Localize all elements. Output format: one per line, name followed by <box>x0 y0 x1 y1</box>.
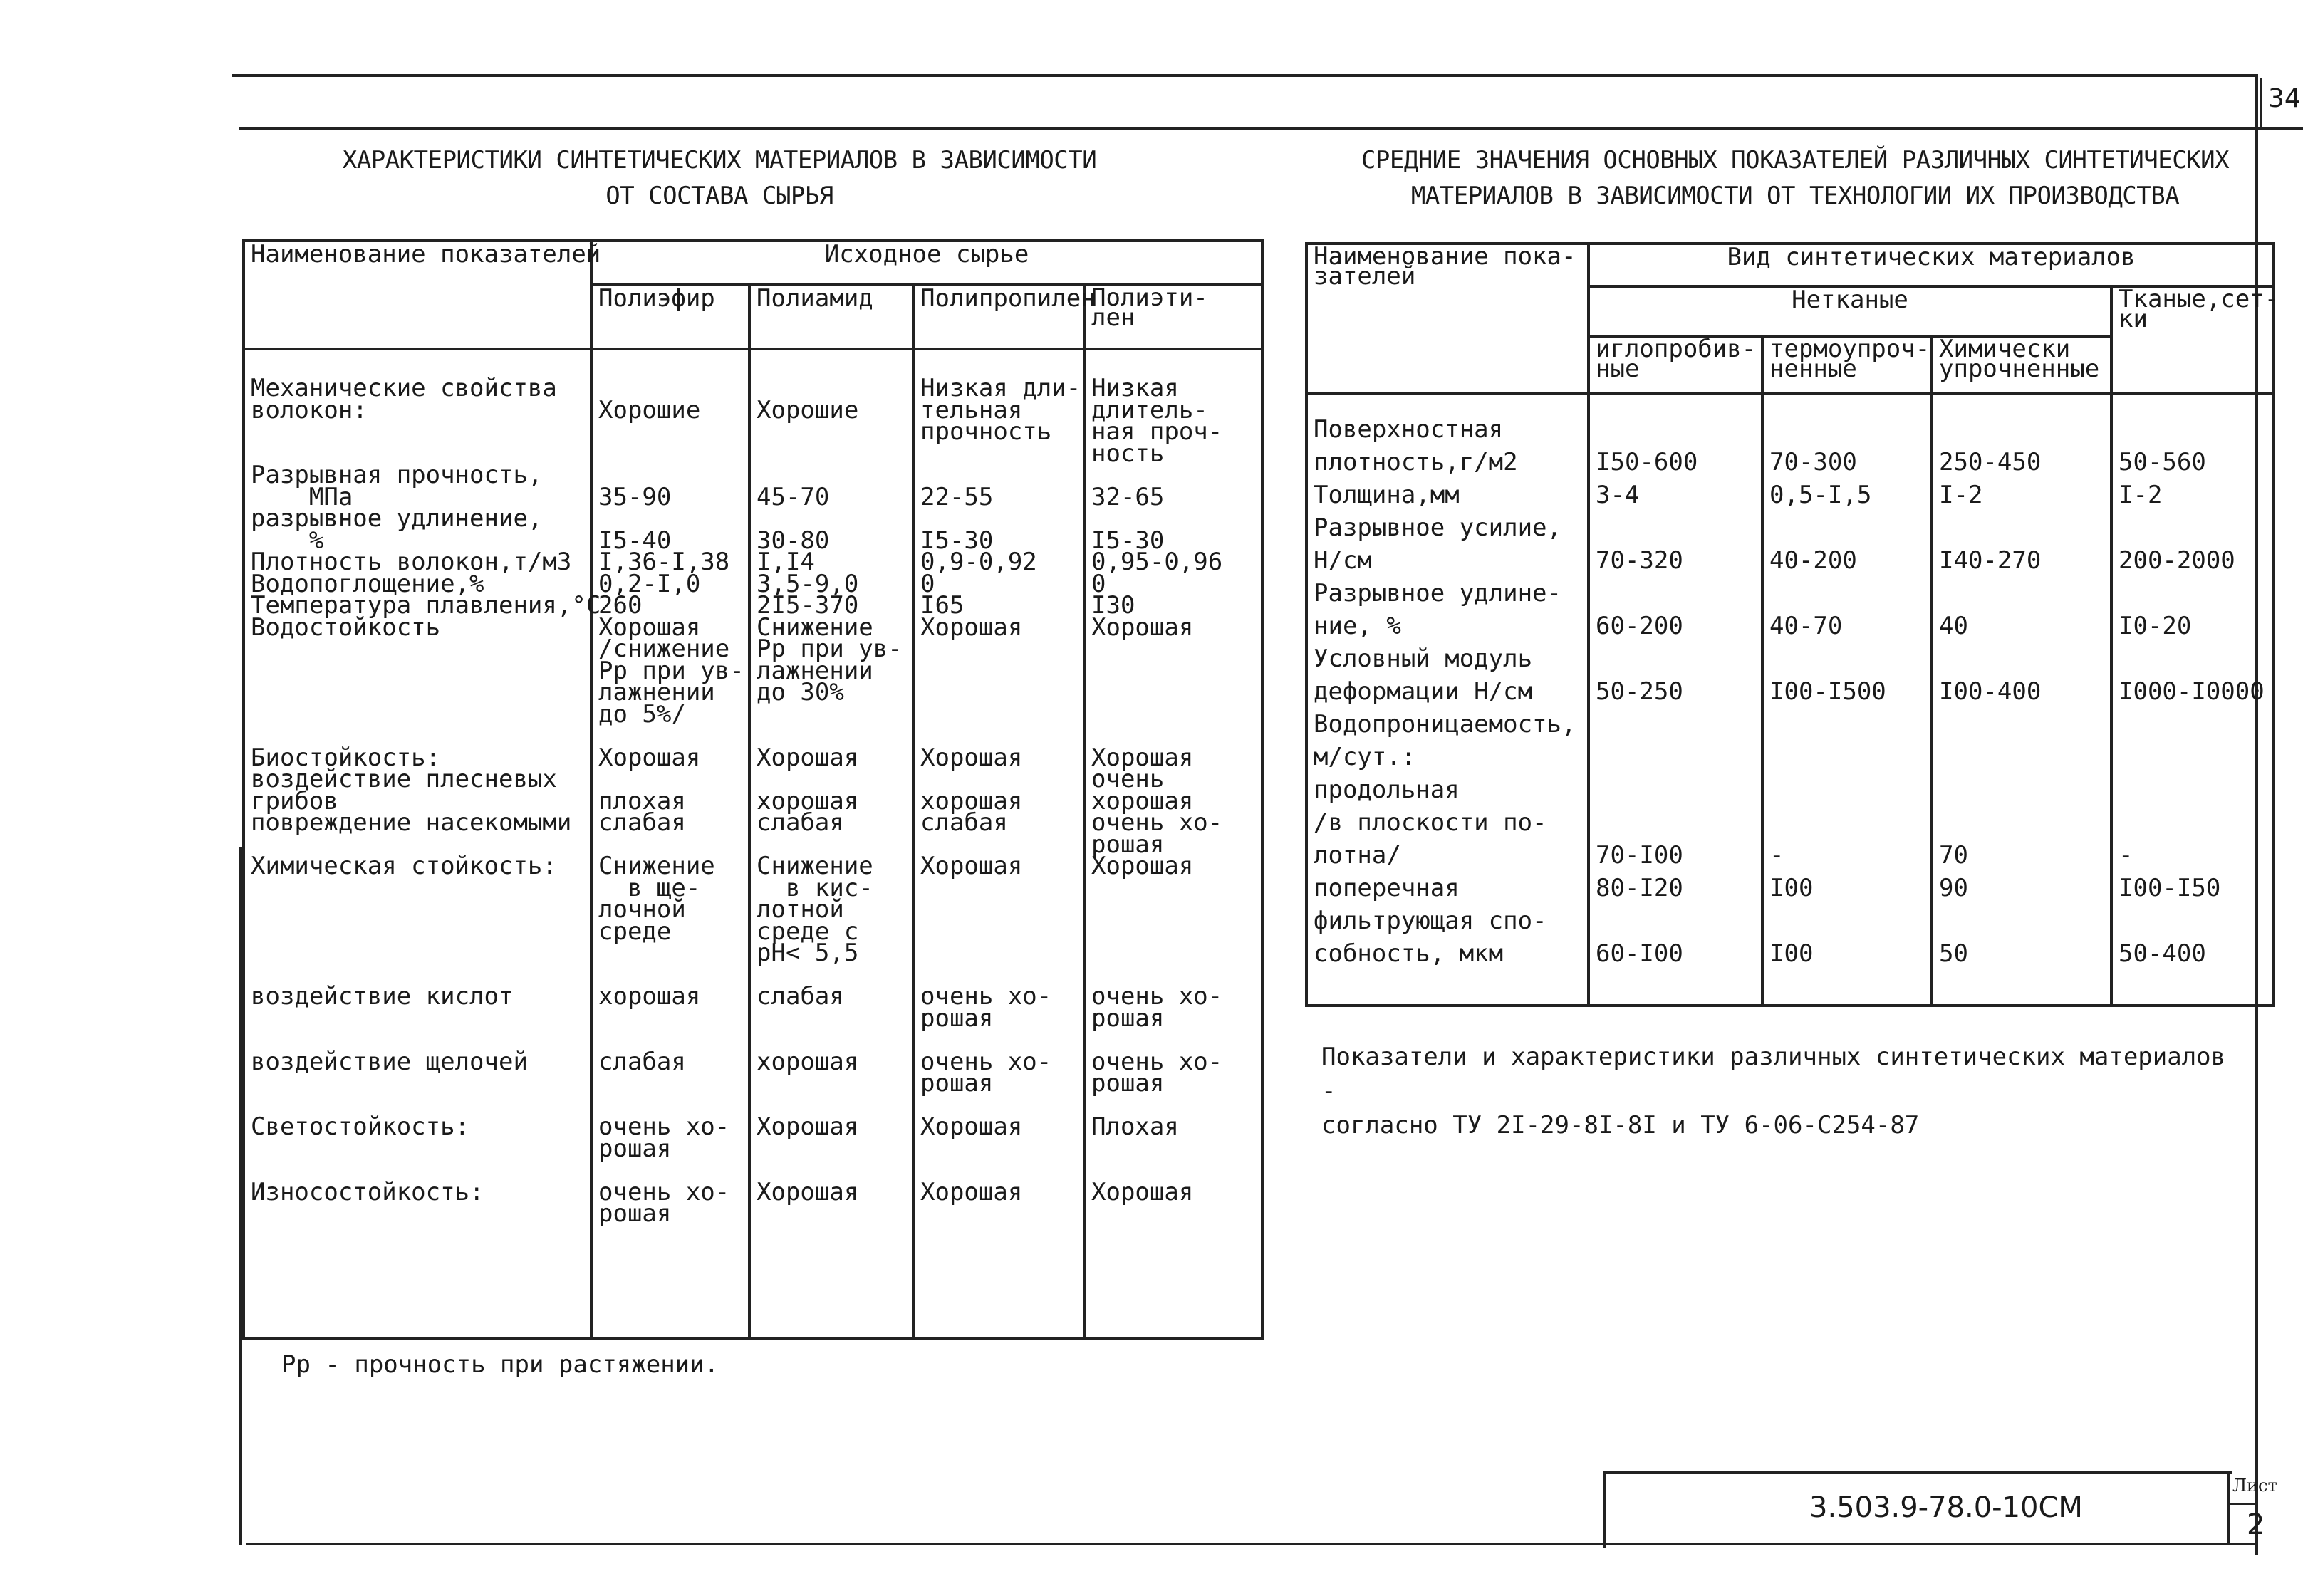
left-col-polyamide: Хорошие 45-70 30-80 I,I4 3,5-9,0 2I5-370 Снижение Pр при ув- лажнении до 30% Хорошая хорошая слабая Снижение в кис- лотной среде с pH< 5,5 слабая хорошая Хорошая Хорошая <box>749 349 913 1339</box>
right-title-line-1: СРЕДНИЕ ЗНАЧЕНИЯ ОСНОВНЫХ ПОКАЗАТЕЛЕЙ РАЗЛИЧНЫХ СИНТЕТИЧЕСКИХ <box>1361 146 2230 174</box>
left-table <box>242 239 1264 1340</box>
top-border-line <box>232 74 2255 77</box>
left-col-polyester: Хорошие 35-90 I5-40 I,36-I,38 0,2-I,0 260 Хорошая /снижение Pр при ув- лажнении до 5%/ Хорошая плохая слабая Снижение в ще- лочной среде хорошая слабая очень хо- рошая очень хо- рошая <box>591 349 749 1339</box>
left-col-polypropylene: Низкая дли- тельная прочность 22-55 I5-30 0,9-0,92 0 I65 Хорошая Хорошая хорошая слабая Хорошая очень хо- рошая очень хо- рошая Хорошая Хорошая <box>913 349 1084 1339</box>
left-col-header: Полиамид <box>749 285 913 349</box>
right-note-line-2: согласно ТУ 2I-29-8I-8I и ТУ 6-06-С254-87 <box>1321 1111 1920 1139</box>
right-col-thermal: 70-300 0,5-I,5 40-200 40-70 I00-I500 - I00 I00 <box>1762 393 1932 1006</box>
left-header-group: Исходное сырье <box>591 241 1262 285</box>
left-col-polyethylene: Низкая длитель- ная проч- ность 32-65 I5-30 0,95-0,96 0 I30 Хорошая Хорошая очень хорошая очень хо- рошая Хорошая очень хо- рошая очень хо- рошая Плохая Хорошая <box>1084 349 1262 1339</box>
right-header-name: Наименование пока- зателей <box>1306 244 1589 393</box>
right-subgroup-nonwoven: Нетканые <box>1589 286 2111 336</box>
right-row-names: Поверхностная плотность,г/м2 Толщина,мм Разрывное усилие, Н/см Разрывное удлине- ние, % Условный модуль деформации Н/см Водопроницаемость, м/сут.: продольная /в плоскости по- лотна/ поперечная фильтрующая спо- собность, мкм <box>1306 393 1589 1006</box>
header-border-line <box>239 127 2262 130</box>
right-title <box>1339 142 2251 214</box>
right-table <box>1305 242 2279 1007</box>
right-col-header: иглопробив- ные <box>1589 336 1762 393</box>
left-title-line-1: ХАРАКТЕРИСТИКИ СИНТЕТИЧЕСКИХ МАТЕРИАЛОВ В ЗАВИСИМОСТИ <box>342 146 1097 174</box>
right-col-header: термоупроч- ненные <box>1762 336 1932 393</box>
left-header-name: Наименование показателей <box>244 241 591 349</box>
left-col-header: Полипропилен <box>913 285 1084 349</box>
right-col-header: Химически упрочненные <box>1932 336 2111 393</box>
right-col-needle: I50-600 3-4 70-320 60-200 50-250 70-I00 80-I20 60-I00 <box>1589 393 1762 1006</box>
stamp-sheet-number: 2 <box>2247 1508 2265 1541</box>
left-col-header: Полиэти- лен <box>1084 285 1262 349</box>
right-title-line-2: МАТЕРИАЛОВ В ЗАВИСИМОСТИ ОТ ТЕХНОЛОГИИ ИХ ПРОИЗВОДСТВА <box>1410 182 2180 210</box>
stamp-code: 3.503.9-78.0-10СМ <box>1809 1491 2083 1524</box>
stamp-sheet-divider <box>2230 1503 2258 1505</box>
footnote: Pр - прочность при растяжении. <box>281 1350 719 1379</box>
left-title <box>271 142 1168 214</box>
right-subgroup-woven: Тканые,сет- ки <box>2111 286 2274 393</box>
left-col-header: Полиэфир <box>591 285 749 349</box>
right-col-chemical: 250-450 I-2 I40-270 40 I00-400 70 90 50 <box>1932 393 2111 1006</box>
corner-number-text: 34 <box>2268 84 2301 113</box>
right-col-woven: 50-560 I-2 200-2000 I0-20 I000-I0000 - I00-I50 50-400 <box>2111 393 2274 1006</box>
stamp-sheet-label: Лист <box>2232 1476 2277 1496</box>
corner-page-number <box>2260 78 2303 130</box>
left-title-line-2: ОТ СОСТАВА СЫРЬЯ <box>605 182 833 210</box>
right-note <box>1321 1040 2247 1142</box>
stamp-divider <box>2227 1471 2230 1545</box>
right-header-group: Вид синтетических материалов <box>1589 244 2274 286</box>
left-row-names: Механические свойства волокон: Разрывная прочность, МПа разрывное удлинение, % Плотность волокон,т/м3 Водопоглощение,% Температура плавления,°С Водостойкость Биостойкость: воздействие плесневых грибов повреждение насекомыми Химическая стойкость: воздействие кислот воздействие щелочей Светостойкость: Износостойкость: <box>244 349 591 1339</box>
right-note-line-1: Показатели и характеристики различных синтетических материалов - <box>1321 1043 2226 1105</box>
